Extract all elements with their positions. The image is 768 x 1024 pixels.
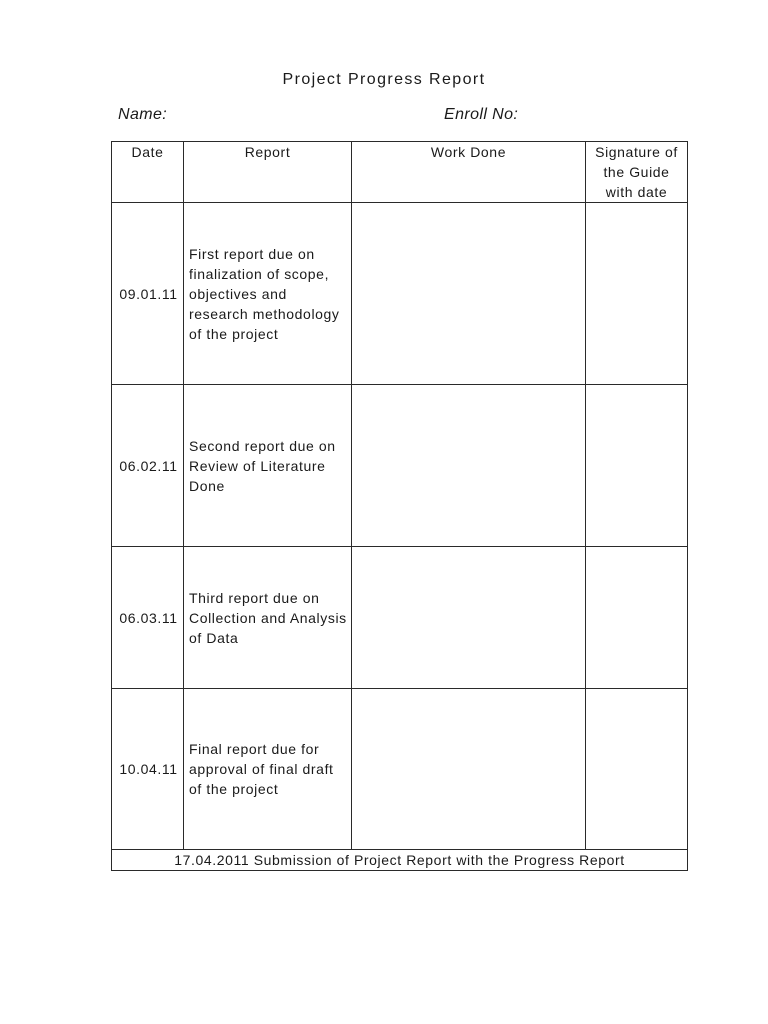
row-work-done	[352, 385, 586, 547]
report-line: objectives and	[189, 285, 287, 302]
report-line: approval of final draft	[189, 761, 334, 777]
header-report: Report	[184, 142, 352, 203]
report-line: Final report due for	[189, 741, 320, 757]
row-report	[184, 689, 352, 850]
table-row	[112, 385, 688, 547]
header-work-done: Work Done	[352, 142, 586, 203]
row-signature	[586, 203, 688, 385]
row-report	[184, 385, 352, 547]
row-work-done	[352, 547, 586, 689]
report-line: Collection and Analysis	[189, 609, 347, 626]
report-line: First report due on	[189, 245, 315, 262]
progress-report-table	[111, 141, 688, 871]
row-signature	[586, 385, 688, 547]
table-row	[112, 203, 688, 385]
report-line: of the project	[189, 781, 279, 797]
report-line: Second report due on	[189, 437, 336, 454]
row-date: 10.04.11	[112, 689, 184, 850]
report-line: of the project	[189, 325, 279, 342]
row-work-done	[352, 203, 586, 385]
table-row	[112, 689, 688, 850]
report-line: Third report due on	[189, 589, 320, 606]
report-line: finalization of scope,	[189, 265, 330, 282]
row-report	[184, 547, 352, 689]
row-signature	[586, 547, 688, 689]
table-footer-row	[112, 850, 688, 871]
report-line: Done	[189, 477, 225, 494]
submission-note: 17.04.2011 Submission of Project Report with the Progress Report	[112, 850, 688, 871]
page-title: Project Progress Report	[282, 71, 486, 88]
row-work-done	[352, 689, 586, 850]
report-line: research methodology	[189, 305, 340, 322]
name-label: Name:	[118, 106, 168, 123]
header-date: Date	[112, 142, 184, 203]
table-row	[112, 547, 688, 689]
header-signature-line: the Guide	[603, 164, 670, 180]
row-report	[184, 203, 352, 385]
header-signature-line: with date	[605, 184, 668, 200]
row-signature	[586, 689, 688, 850]
header-signature-line: Signature of	[595, 144, 678, 160]
table-header-row	[112, 142, 688, 203]
header-signature	[586, 142, 688, 203]
report-line: Review of Literature	[189, 457, 326, 474]
enroll-no-label: Enroll No:	[444, 106, 519, 123]
row-date: 06.03.11	[112, 547, 184, 689]
row-date: 09.01.11	[112, 203, 184, 385]
report-line: of Data	[189, 629, 239, 646]
row-date: 06.02.11	[112, 385, 184, 547]
